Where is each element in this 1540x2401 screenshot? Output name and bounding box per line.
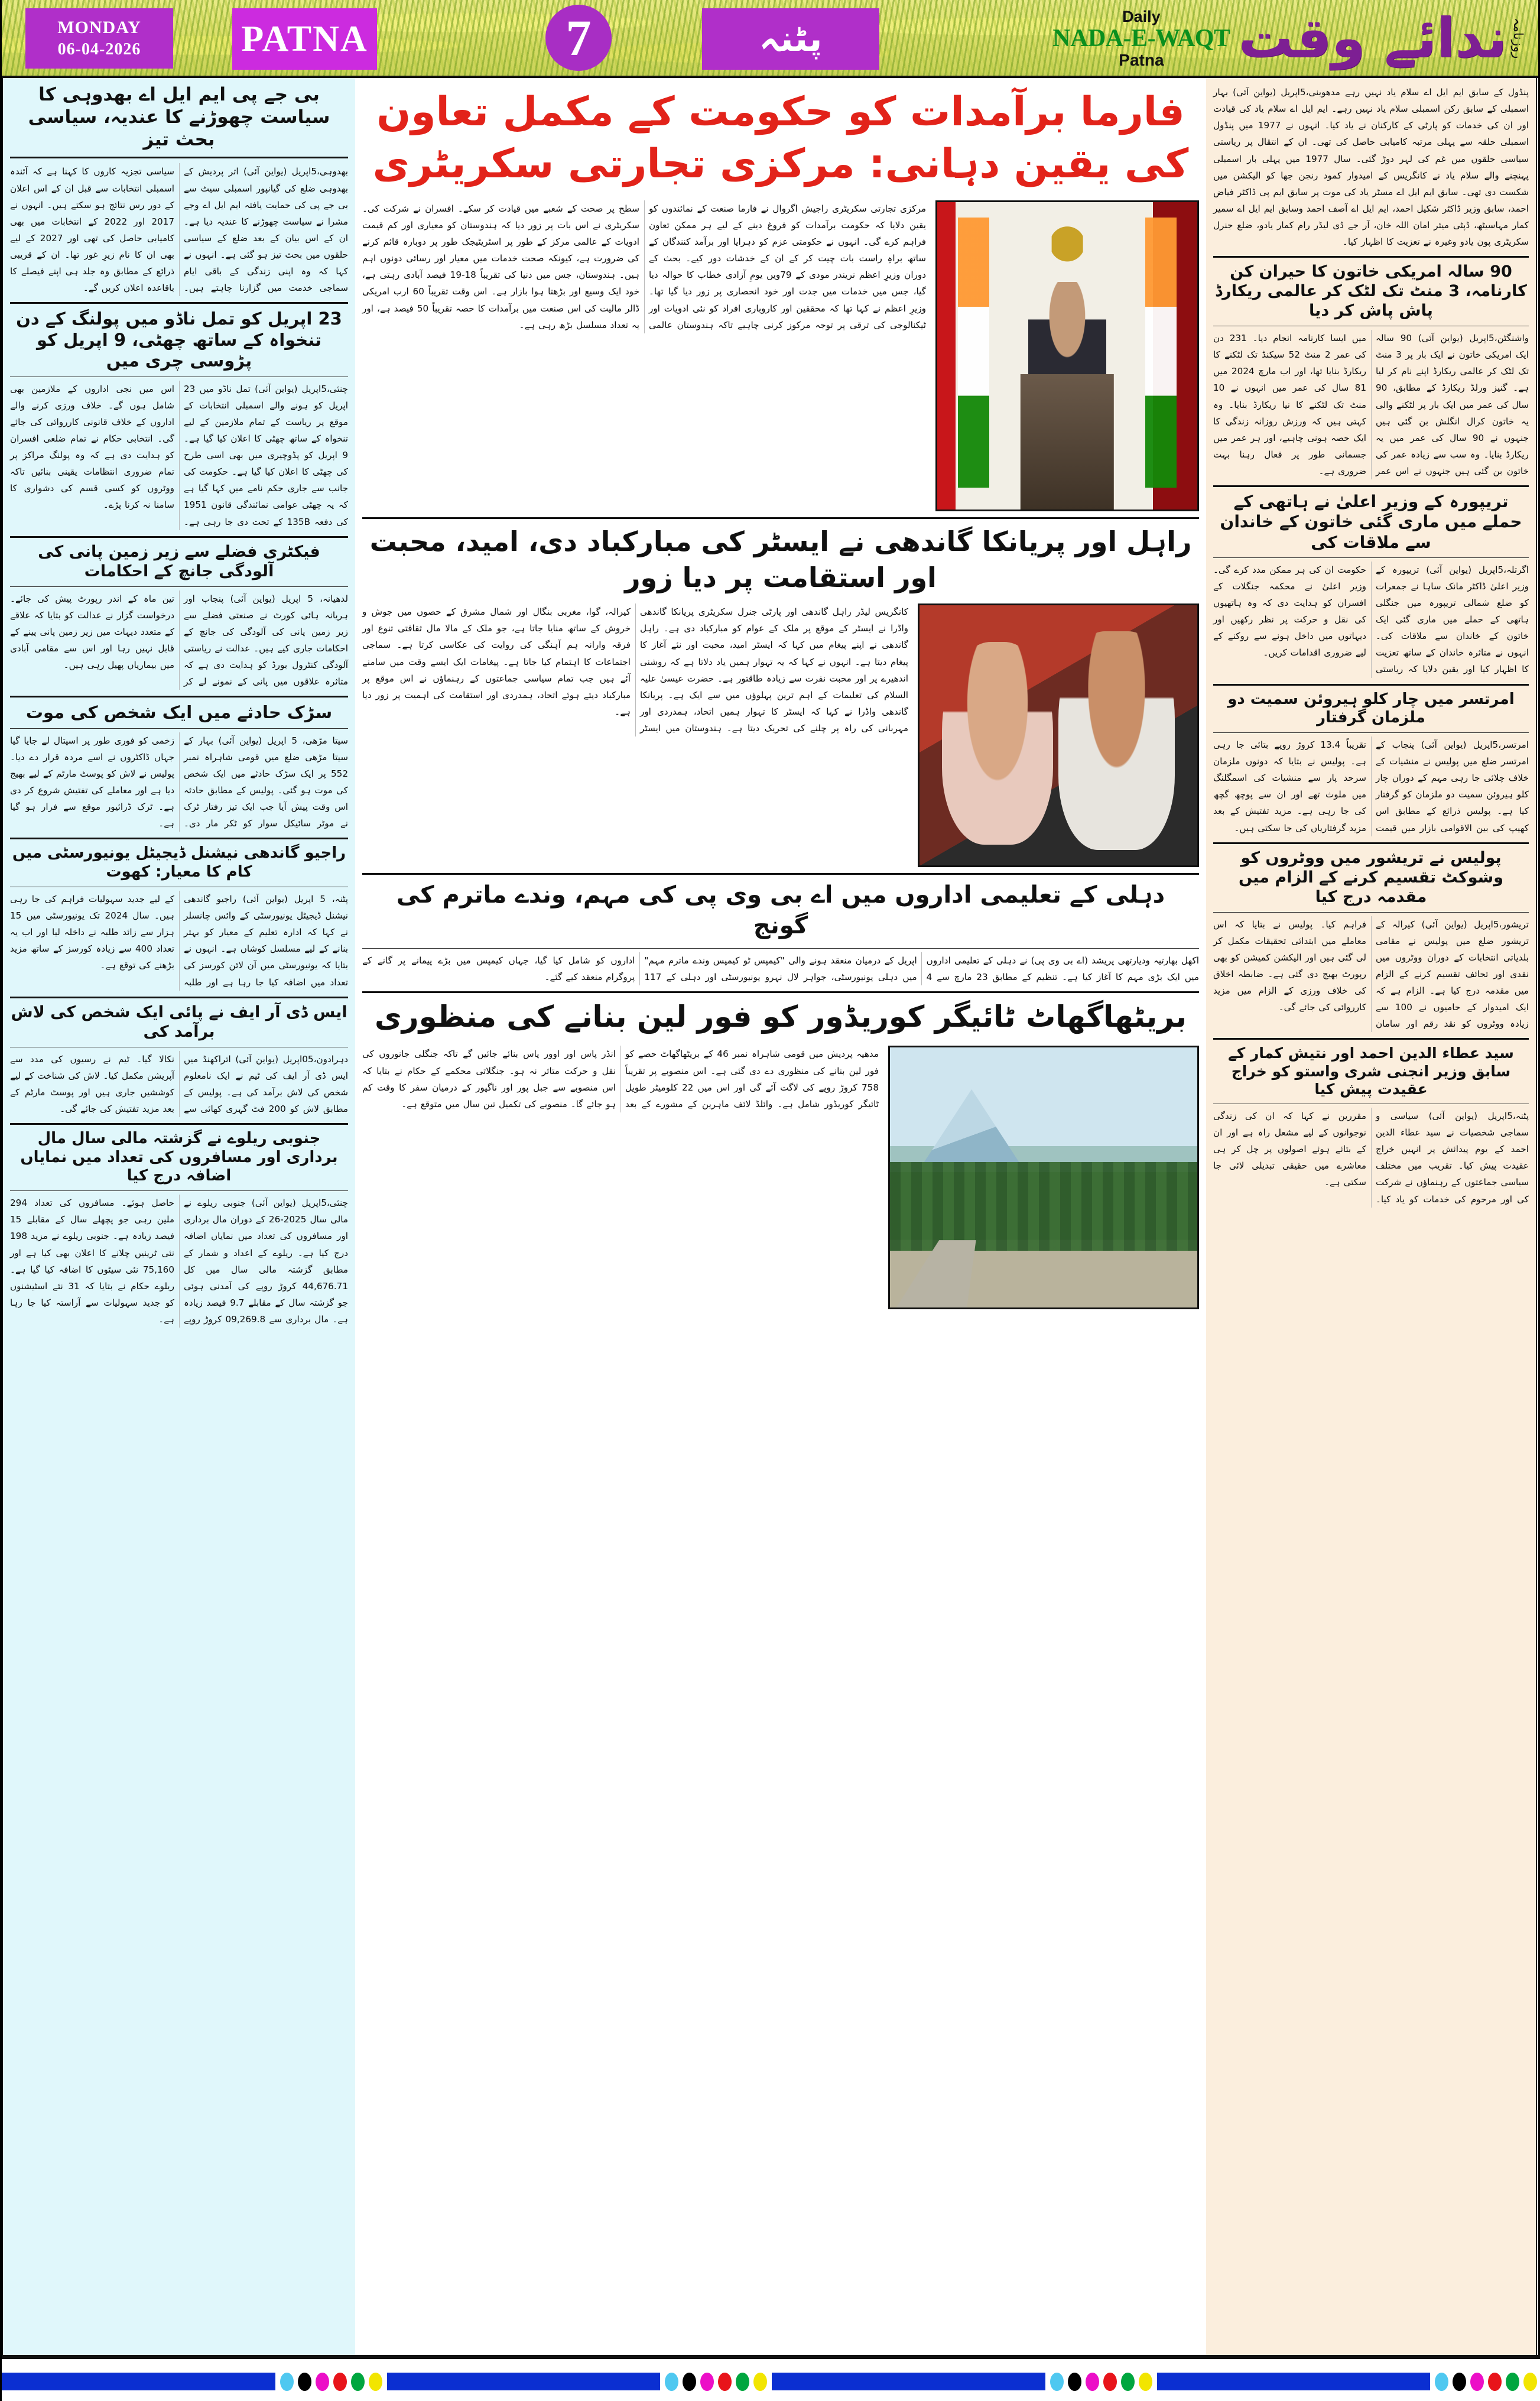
divider — [1213, 557, 1529, 558]
column-right — [2, 78, 355, 2357]
registration-dot — [1050, 2373, 1064, 2391]
body-mla-tribute: پنڈول کے سابق ایم ایل اے سلام یاد نہیں رہے مدھوبنی،5اپریل (یواین آئی) بہار اسمبلی کے سابق رکن اسمبلی سلام یاد نہیں رہے۔ ایم ایل اے سلام یاد کی قیادت اور ان کی خدمات کو پارٹی کے کارکنان نے یاد کیا۔ انہوں نے 1977 میں پنڈول اسمبلی حلقہ سے پہلی مرتبہ کامیابی حاصل کی تھی۔ ان کے انتقال پر ریاستی سیاسی حلقوں میں غم کی لہر دوڑ گئی۔ سال 1977 میں پہلی بار اسمبلی پہنچنے والے سلام یاد نے کانگریس کے امیدوار کمود رنجن جھا کو الیکشن میں شکست دی تھی۔ سابق ایم ایل اے مسٹر یاد کی موت پر سابق ایم پی ڈاکٹر فیاض احمد، سابق وزیر ڈاکٹر شکیل احمد، ایم ایل اے آصف احمد وسابق ایم ایل اے سمیر کمار مہاسیٹھ، ڈپٹی میئر امان اللہ خان، آر جے ڈی لیڈر رام کمار یادو، ضلع جنرل سکریٹری پون یادو وغیرہ نے تعزیت کا اظہار کیا۔ — [1213, 87, 1529, 248]
registration-bar — [2, 2373, 275, 2390]
body-road-accident: سیتا مڑھی، 5 اپریل (یواین آئی) بہار کے سیتا مڑھی ضلع میں قومی شاہراہ نمبر 552 پر ایک سڑک حادثے میں ایک شخص کی موت ہو گئی۔ پولیس کے مطابق حادثہ اس وقت پیش آیا جب ایک تیز رفتار ٹرک نے موٹر سائیکل سوار کو ٹکر مار دی۔ زخمی کو فوری طور پر اسپتال لے جایا گیا جہاں ڈاکٹروں نے اسے مردہ قرار دے دیا۔ پولیس نے لاش کو پوسٹ مارٹم کے لیے بھیج دیا ہے اور معاملے کی تفتیش شروع کر دی ہے۔ ٹرک ڈرائیور موقع سے فرار ہو گیا ہے۔ — [10, 735, 348, 829]
headline-gandhi-easter: راہل اور پریانکا گاندھی نے ایسٹر کی مبارکباد دی، امید، محبت اور استقامت پر دیا زور — [369, 525, 1192, 593]
page-body — [2, 78, 1538, 2357]
divider — [362, 873, 1199, 875]
divider — [362, 948, 1199, 949]
body-gandhi-easter: کانگریس لیڈر راہل گاندھی اور پارٹی جنرل سکریٹری پریانکا گاندھی واڈرا نے ایسٹر کے موقع پر ملک کے عوام کو مبارکباد دی ہے۔ راہل گاندھی نے اپنے پیغام میں کہا کہ ایسٹر امید، محبت اور نئے آغاز کا پیغام دیتا ہے۔ انہوں نے کہا کہ یہ تہوار ہمیں یاد دلاتا ہے کہ روشنی اندھیرے پر اور محبت نفرت سے زیادہ طاقتور ہے۔ حضرت عیسیٰ علیہ السلام کی تعلیمات کے اہم ترین پہلوؤں میں سے ایک ہے۔ پریانکا گاندھی واڈرا نے کہا کہ ایسٹر کا تہوار ہمیں اتحاد، ہمدردی اور مہربانی کی راہ پر چلنے کی تحریک دیتا ہے۔ ہندوستان میں ایسٹر کیرالہ، گوا، مغربی بنگال اور شمال مشرق کے حصوں میں جوش و خروش کے ساتھ منایا جاتا ہے، جو ملک کے مالا مال ثقافتی تنوع اور فرقہ وارانہ ہم آہنگی کی روایت کی عکاسی کرتا ہے۔ سماجی اجتماعات کا اہتمام کیا جاتا ہے۔ پیغامات ایک ایسے وقت میں سامنے آئے ہیں جب تمام سیاسی جماعتوں کے رہنماؤں نے اس موقع پر مبارکباد دیتے ہوئے اتحاد، ہمدردی اور استقامت کی اہمیت پر زور دیا ہے۔ — [362, 606, 908, 734]
divider — [1213, 912, 1529, 913]
registration-dots — [1050, 2373, 1152, 2391]
body-tiger-corridor: مدھیہ پردیش میں قومی شاہراہ نمبر 46 کے بریٹھاگھاٹ حصے کو فور لین بنانے کی منظوری دے دی گئی ہے۔ اس منصوبے پر تقریباً 758 کروڑ روپے کی لاگت آئے گی اور اس میں 22 کلومیٹر طویل ٹائیگر کوریڈور شامل ہے۔ وائلڈ لائف ماہرین کے مشورے کے بعد انڈر پاس اور اوور پاس بنائے جائیں گے تاکہ جنگلی جانوروں کی نقل و حرکت متاثر نہ ہو۔ جنگلاتی محکمے کے حکام نے بتایا کہ اس منصوبے سے جبل پور اور ناگپور کے درمیان سفر کا وقت کم ہو جائے گا۔ منصوبے کی تکمیل تین سال میں متوقع ہے۔ — [362, 1049, 879, 1109]
body-factory-order: لدھیانہ، 5 اپریل (یواین آئی) پنجاب اور ہریانہ ہائی کورٹ نے صنعتی فضلے سے زیر زمین پانی کی آلودگی کی جانچ کے احکامات جاری کیے ہیں۔ عدالت نے ریاستی آلودگی کنٹرول بورڈ کو ہدایت دی ہے کہ متاثرہ علاقوں میں پانی کے نمونے لے کر تین ماہ کے اندر رپورٹ پیش کی جائے۔ درخواست گزار نے عدالت کو بتایا کہ علاقے کے متعدد دیہات میں زیر زمین پانی پینے کے قابل نہیں رہا اور اس سے مقامی آبادی میں بیماریاں پھیل رہی ہیں۔ — [10, 593, 348, 687]
divider — [1213, 256, 1529, 258]
body-tripura-cm: اگرتلہ،5اپریل (یواین آئی) تریپورہ کے وزیر اعلیٰ ڈاکٹر مانک ساہا نے جمعرات کو ضلع شمالی تریپورہ میں جنگلی ہاتھی کے حملے میں ماری گئی ایک خاتون کے خاندان سے ملاقات کی۔ انہوں نے متاثرہ خاندان کے ساتھ تعزیت کا اظہار کیا اور یقین دلایا کہ ریاستی حکومت ان کی ہر ممکن مدد کرے گی۔ وزیر اعلیٰ نے محکمہ جنگلات کے افسران کو ہدایت دی کہ وہ ہاتھیوں کی نقل و حرکت پر نظر رکھیں اور دیہاتوں میں داخل ہونے سے روکنے کے لیے ضروری اقدامات کریں۔ — [1213, 564, 1529, 675]
body-us-woman-record: واشنگٹن،5اپریل (یواین آئی) 90 سالہ ایک امریکی خاتون نے ایک بار پر 3 منٹ تک لٹک کر عالمی ریکارڈ اپنے نام کر لیا ہے۔ گنیز ورلڈ ریکارڈ کے مطابق، 90 سال کی عمر میں ایک بار پر لٹکنے والی یہ خاتون کرال انگلش بن گئی ہیں جنہوں نے 90 سال کی عمر میں یہ ریکارڈ بنایا۔ وہ سب سے زیادہ عمر کی خاتون بن گئی ہیں جنہوں نے اس عمر میں ایسا کارنامہ انجام دیا۔ 231 دن کی عمر 2 منٹ 52 سیکنڈ تک لٹکنے کا ریکارڈ بنایا تھا، اور اب مارچ 2024 میں 81 سال کی عمر میں انہوں نے 10 منٹ تک لٹکنے کا نیا ریکارڈ بنایا۔ وہ کہتی ہیں کہ ورزش روزانہ زندگی کا ایک حصہ ہونی چاہیے، اور ہر عمر میں جسمانی طور پر فعال رہنا بہت ضروری ہے۔ — [1213, 333, 1529, 477]
column-middle — [355, 78, 1206, 2357]
flag-right — [1145, 218, 1177, 488]
registration-dot — [1506, 2373, 1519, 2391]
headline-tn-polling: 23 اپریل کو تمل ناڈو میں پولنگ کے دن تنخواہ کے ساتھ چھٹی، 9 اپریل کو پڑوسی چری میں — [16, 309, 342, 371]
registration-dot — [753, 2373, 767, 2391]
headline-amritsar-arrest: امرتسر میں چار کلو ہیروئن سمیت دو ملزمان گرفتار — [1227, 690, 1515, 727]
photo-forest-highway — [888, 1046, 1199, 1309]
registration-dot — [1086, 2373, 1099, 2391]
page-number: 7 — [566, 9, 592, 66]
date-badge — [25, 8, 173, 69]
registration-dot — [1068, 2373, 1081, 2391]
headline-bjp-bhadohi: بی جے پی ایم ایل اے بھدوہی کا سیاست چھوڑنے کا عندیہ، سیاسی بحث تیز — [28, 84, 330, 150]
registration-dots — [1435, 2373, 1537, 2391]
footer-rule — [2, 2355, 1540, 2359]
registration-bar — [772, 2373, 1045, 2390]
forest — [890, 1162, 1197, 1251]
registration-dot — [316, 2373, 329, 2391]
masthead-logo — [1052, 2, 1528, 74]
headline-police-voters: پولیس نے تریشور میں ووٹروں کو وشوکٹ تقسیم کرنے کے الزام میں مقدمہ درج کیا — [1238, 848, 1504, 906]
logo-english-block — [1052, 9, 1230, 69]
divider — [362, 517, 1199, 519]
registration-dot — [298, 2373, 311, 2391]
registration-dot — [1523, 2373, 1537, 2391]
registration-dot — [333, 2373, 347, 2391]
photo-rahul-priyanka-gandhi — [918, 604, 1199, 867]
headline-abvp-campaign: دہلی کے تعلیمی اداروں میں اے بی وی پی کی مہم، وندے ماترم کی گونج — [396, 881, 1165, 940]
registration-dot — [1470, 2373, 1484, 2391]
headline-road-accident: سڑک حادثے میں ایک شخص کی موت — [25, 702, 333, 723]
headline-unknown-body: ایس ڈی آر ایف نے پائی ایک شخص کی لاش برآمد کی — [11, 1002, 347, 1041]
headline-lead-story: فارما برآمدات کو حکومت کے مکمل تعاون کی یقین دہانی: مرکزی تجارتی سکریٹری — [372, 89, 1189, 188]
divider — [10, 997, 348, 998]
registration-dot — [351, 2373, 365, 2391]
registration-segment — [387, 2373, 772, 2391]
registration-dot — [1453, 2373, 1466, 2391]
registration-dot — [1435, 2373, 1448, 2391]
body-railway-revenue: چنئی،5اپریل (یواین آئی) جنوبی ریلوے نے مالی سال 2025-26 کے دوران مال برداری اور مسافروں کی تعداد میں نمایاں اضافہ درج کیا ہے۔ ریلوے کے اعداد و شمار کے مطابق گزشتہ مالی سال میں کل 44,676.71 کروڑ روپے کی آمدنی ہوئی جو گزشتہ سال کے مقابلے 9.7 فیصد زیادہ ہے۔ مال برداری سے 09,269.8 کروڑ روپے حاصل ہوئے۔ مسافروں کی تعداد 294 ملین رہی جو پچھلے سال کے مقابلے 15 فیصد زیادہ ہے۔ جنوبی ریلوے نے مزید 198 نئی ٹرینیں چلانے کا اعلان بھی کیا ہے اور 75,160 نئی سیٹوں کا اضافہ کیا گیا ہے۔ ریلوے حکام نے بتایا کہ 31 نئے اسٹیشنوں کو جدید سہولیات سے آراستہ کیا جا رہا ہے۔ — [10, 1198, 348, 1325]
registration-dot — [1103, 2373, 1117, 2391]
registration-dot — [1139, 2373, 1152, 2391]
headline-us-woman-record: 90 سالہ امریکی خاتون کا حیران کن کارنامہ، 3 منٹ تک لٹک کر عالمی ریکارڈ پاش پاش کر دیا — [1215, 262, 1527, 320]
registration-dot — [700, 2373, 714, 2391]
body-unknown-body: دہرادون،05اپریل (یواین آئی) اتراکھنڈ میں ایس ڈی آر ایف کی ٹیم نے ایک نامعلوم شخص کی لاش برآمد کی ہے۔ پولیس کے مطابق لاش کو 200 فٹ گہری کھائی سے نکالا گیا۔ ٹیم نے رسیوں کی مدد سے آپریشن مکمل کیا۔ لاش کی شناخت کے لیے کوششیں جاری ہیں اور پوسٹ مارٹم کے بعد مزید تفتیش کی جائے گی۔ — [10, 1053, 348, 1114]
flag-left — [958, 218, 989, 488]
page-number-badge — [545, 5, 612, 71]
city-badge-english — [232, 8, 377, 70]
divider — [10, 1123, 348, 1125]
registration-segment — [1157, 2373, 1540, 2391]
divider — [362, 991, 1199, 993]
logo-urdu-title: ندائے وقت — [1238, 7, 1507, 70]
headline-factory-order: فیکٹری فضلے سے زیر زمین پانی کی آلودگی جانچ کے احکامات — [38, 542, 320, 580]
body-lead-story: مرکزی تجارتی سکریٹری راجیش اگروال نے فارما صنعت کے نمائندوں کو یقین دلایا کہ حکومت برآمدات کو فروغ دینے کے لیے ہر ممکن تعاون فراہم کرے گی۔ انہوں نے حکومتی عزم کو دہرایا اور برآمد کنندگان کے ساتھ براہِ راست بات چیت کر کے ان کے خدشات دور کیے۔ بحث کے دوران وزیرِ اعظم نریندر مودی کے 79ویں یومِ آزادی خطاب کا حوالہ دیا گیا، جس میں خدمات میں جدت اور خود انحصاری پر زور دیا گیا تھا۔ وزیرِ اعظم نے کہا تھا کہ محققین اور کاروباری افراد کو نئی ادویات اور ٹیکنالوجی کی ترقی پر توجہ مرکوز کرنی چاہیے تاکہ ہندوستان عالمی سطح پر صحت کے شعبے میں قیادت کر سکے۔ افسران نے شرکت کی۔ سکریٹری نے اس بات پر زور دیا کہ ہندوستان کو معیاری اور کم قیمت ادویات کے عالمی مرکز کے طور پر اسٹریٹیجک طور پر دوبارہ قائم کرنے کی ضرورت ہے، کیونکہ صحت خدمات میں معیار اور رسائی دونوں اہم ہیں۔ ہندوستان، جس میں دنیا کی تقریباً 18-19 فیصد آبادی رہتی ہے، خود ایک وسیع اور بڑھتا ہوا بازار ہے۔ اس وقت تقریباً 60 ارب امریکی ڈالر مالیت کی اس صنعت میں برآمدات کا حصہ تقریباً 50 فیصد ہے، اور یہ تعداد مسلسل بڑھ رہی ہے۔ — [362, 203, 926, 330]
registration-segment — [772, 2373, 1157, 2391]
divider — [10, 536, 348, 538]
registration-bar — [387, 2373, 661, 2390]
divider — [10, 302, 348, 304]
podium — [1021, 374, 1114, 510]
headline-tripura-cm: تریپورہ کے وزیر اعلیٰ نے ہاتھی کے حملے میں ماری گئی خاتون کے خاندان سے ملاقات کی — [1220, 492, 1522, 552]
registration-strip — [2, 2372, 1540, 2391]
logo-name-label: NADA-E-WAQT — [1052, 24, 1230, 52]
logo-city-label: Patna — [1119, 50, 1164, 69]
date-label: 06-04-2026 — [57, 40, 141, 59]
registration-segment — [2, 2373, 387, 2391]
headline-digital-university: راجیو گاندھی نیشنل ڈیجیٹل یونیورسٹی میں کام کا معیار: کھوت — [12, 844, 346, 881]
registration-dot — [665, 2373, 678, 2391]
divider — [1213, 485, 1529, 487]
divider — [10, 1190, 348, 1191]
photo-commerce-secretary — [935, 200, 1199, 511]
divider — [10, 696, 348, 697]
city-name-urdu: پٹنہ — [759, 18, 823, 60]
registration-dot — [718, 2373, 732, 2391]
registration-bar — [1157, 2373, 1431, 2390]
rahul-figure — [1058, 631, 1175, 850]
mountain — [921, 1089, 1062, 1167]
headline-tiger-corridor: بریٹھاگھاٹ ٹائیگر کوریڈور کو فور لین بنانے کی منظوری — [374, 1000, 1187, 1034]
divider — [10, 157, 348, 158]
body-abvp-campaign: اکھل بھارتیہ ودیارتھی پریشد (اے بی وی پی) نے دہلی کے تعلیمی اداروں میں ایک بڑی مہم کا آغاز کیا ہے۔ تنظیم کے مطابق 23 مارچ سے 4 اپریل کے درمیان منعقد ہونے والی "کیمپس ٹو کیمپس وندے ماترم مہم" میں دہلی یونیورسٹی، جواہر لال نہرو یونیورسٹی اور دہلی کے 117 اداروں کو شامل کیا گیا، جہاں کیمپس میں بڑے پیمانے پر گانے کے پروگرام منعقد کیے گئے۔ — [362, 955, 1199, 983]
body-amritsar-arrest: امرتسر،5اپریل (یواین آئی) پنجاب کے امرتسر ضلع میں پولیس نے منشیات کے خلاف چلائی جا رہی مہم کے دوران چار کلو ہیروئن سمیت دو ملزمان کو گرفتار کیا ہے۔ پولیس ذرائع کے مطابق اس کھیپ کی بین الاقوامی بازار میں قیمت تقریباً 13.4 کروڑ روپے بتائی جا رہی ہے۔ پولیس نے بتایا کہ دونوں ملزمان سرحد پار سے منشیات کی اسمگلنگ میں ملوث تھے اور ان سے پوچھ گچھ کی جا رہی ہے۔ مزید تفتیش کے بعد مزید گرفتاریاں کی جا سکتی ہیں۔ — [1213, 739, 1529, 833]
body-tn-polling: چنئی،5اپریل (یواین آئی) تمل ناڈو میں 23 اپریل کو ہونے والے اسمبلی انتخابات کے موقع پر ریاست کے تمام ملازمین کے لیے تنخواہ کے ساتھ چھٹی کا اعلان کیا گیا ہے۔ 9 اپریل کو پڈوچیری میں بھی اسی طرح کی چھٹی کا اعلان کیا گیا ہے۔ حکومت کی جانب سے جاری حکم نامے میں کہا گیا ہے کہ یہ چھٹی عوامی نمائندگی قانون 1951 کی دفعہ 135B کے تحت دی جا رہی ہے۔ اس میں نجی اداروں کے ملازمین بھی شامل ہوں گے۔ خلاف ورزی کرنے والے اداروں کے خلاف قانونی کارروائی کی جائے گی۔ انتخابی حکام نے تمام ضلعی افسران کو ہدایت دی ہے کہ وہ پولنگ مراکز پر تمام ضروری انتظامات یقینی بنائیں تاکہ ووٹروں کو کسی قسم کی دشواری کا سامنا نہ کرنا پڑے۔ — [10, 383, 348, 527]
registration-dot — [683, 2373, 696, 2391]
divider — [10, 728, 348, 729]
registration-dot — [369, 2373, 382, 2391]
city-name-english: PATNA — [241, 18, 368, 59]
divider — [1213, 684, 1529, 686]
body-police-voters: تریشور،5اپریل (یواین آئی) کیرالہ کے تریشور ضلع میں پولیس نے مقامی بلدیاتی انتخابات کے دوران ووٹروں میں نقدی اور تحائف تقسیم کرنے کے الزام میں مقدمہ درج کیا ہے۔ الزام ہے کہ ایک امیدوار کے حامیوں نے 100 سے زیادہ ووٹروں کو نقد رقم اور سامان فراہم کیا۔ پولیس نے بتایا کہ اس معاملے میں ابتدائی تحقیقات مکمل کر لی گئی ہیں اور الیکشن کمیشن کو بھی رپورٹ بھیج دی گئی ہے۔ ضابطہ اخلاق کی خلاف ورزی کے الزام میں مزید کارروائی کی جائے گی۔ — [1213, 919, 1529, 1030]
registration-dot — [1488, 2373, 1502, 2391]
divider — [10, 586, 348, 587]
registration-dot — [1121, 2373, 1135, 2391]
divider — [1213, 1038, 1529, 1040]
registration-dots — [665, 2373, 767, 2391]
divider — [10, 838, 348, 839]
priyanka-figure — [942, 642, 1053, 845]
roznama-label: روزنامہ — [1510, 18, 1525, 59]
registration-dot — [736, 2373, 749, 2391]
city-badge-urdu — [702, 8, 879, 70]
divider — [1213, 732, 1529, 733]
footer-registration-bar — [2, 2355, 1540, 2401]
weekday-label: MONDAY — [57, 17, 141, 37]
body-bjp-bhadohi: بھدوہی،5اپریل (یواین آئی) اتر پردیش کے بھدوہی ضلع کی گیانپور اسمبلی سیٹ سے بی جے پی کی حمایت یافتہ ایم ایل اے وجے مشرا نے سیاست چھوڑنے کا عندیہ دیا ہے۔ ان کے اس بیان کے بعد ضلع کے سیاسی حلقوں میں بحث تیز ہو گئی ہے۔ انہوں نے کہا کہ وہ اپنی زندگی کے باقی ایام سماجی خدمت میں گزارنا چاہتے ہیں۔ سیاسی تجزیہ کاروں کا کہنا ہے کہ آئندہ اسمبلی انتخابات سے قبل ان کے اس اعلان کے دور رس نتائج ہو سکتے ہیں۔ انہوں نے 2017 اور 2022 کے انتخابات میں بھی کامیابی حاصل کی تھی اور 2027 کے لیے بھی ان کا نام زیرِ غور تھا۔ ان کے قریبی ذرائع کے مطابق وہ جلد ہی اپنے فیصلے کا باقاعدہ اعلان کریں گے۔ — [10, 166, 348, 294]
emblem-icon — [1052, 215, 1083, 264]
divider — [1213, 842, 1529, 844]
body-digital-university: پٹنہ، 5 اپریل (یواین آئی) راجیو گاندھی نیشنل ڈیجیٹل یونیورسٹی کے وائس چانسلر نے کہا کہ ادارہ تعلیم کے معیار کو بہتر بنانے کے لیے مسلسل کوشاں ہے۔ انہوں نے بتایا کہ یونیورسٹی میں آن لائن کورسز کی تعداد میں اضافہ کیا جا رہا ہے اور طلبہ کے لیے جدید سہولیات فراہم کی جا رہی ہیں۔ سال 2024 تک یونیورسٹی میں 15 ہزار سے زائد طلبہ نے داخلہ لیا اور اب یہ تعداد 400 سے زیادہ کورسز کے ساتھ مزید بڑھنے کی توقع ہے۔ — [10, 893, 348, 988]
column-left — [1206, 78, 1537, 2357]
body-tribute-leader: پٹنہ،5اپریل (یواین آئی) سیاسی و سماجی شخصیات نے سید عطاء الدین احمد کے یوم پیدائش پر انہیں خراج عقیدت پیش کیا۔ تقریب میں مختلف سیاسی جماعتوں کے رہنماؤں نے شرکت کی اور مرحوم کی خدمات کو یاد کیا۔ مقررین نے کہا کہ ان کی زندگی نوجوانوں کے لیے مشعل راہ ہے اور ان کے بتائے ہوئے اصولوں پر چل کر ہی معاشرے میں حقیقی تبدیلی لائی جا سکتی ہے۔ — [1213, 1110, 1529, 1205]
registration-dot — [280, 2373, 294, 2391]
registration-dots — [280, 2373, 382, 2391]
logo-daily-label: Daily — [1122, 7, 1161, 25]
masthead — [2, 0, 1538, 78]
headline-tribute-leader: سید عطاء الدین احمد اور نتیش کمار کے سابق وزیر انجنی شری واستو کو خراج عقیدت پیش کیا — [1228, 1044, 1514, 1098]
headline-railway-revenue: جنوبی ریلوے نے گزشتہ مالی سال مال برداری اور مسافروں کی تعداد میں نمایاں اضافہ درج کیا — [20, 1130, 338, 1185]
